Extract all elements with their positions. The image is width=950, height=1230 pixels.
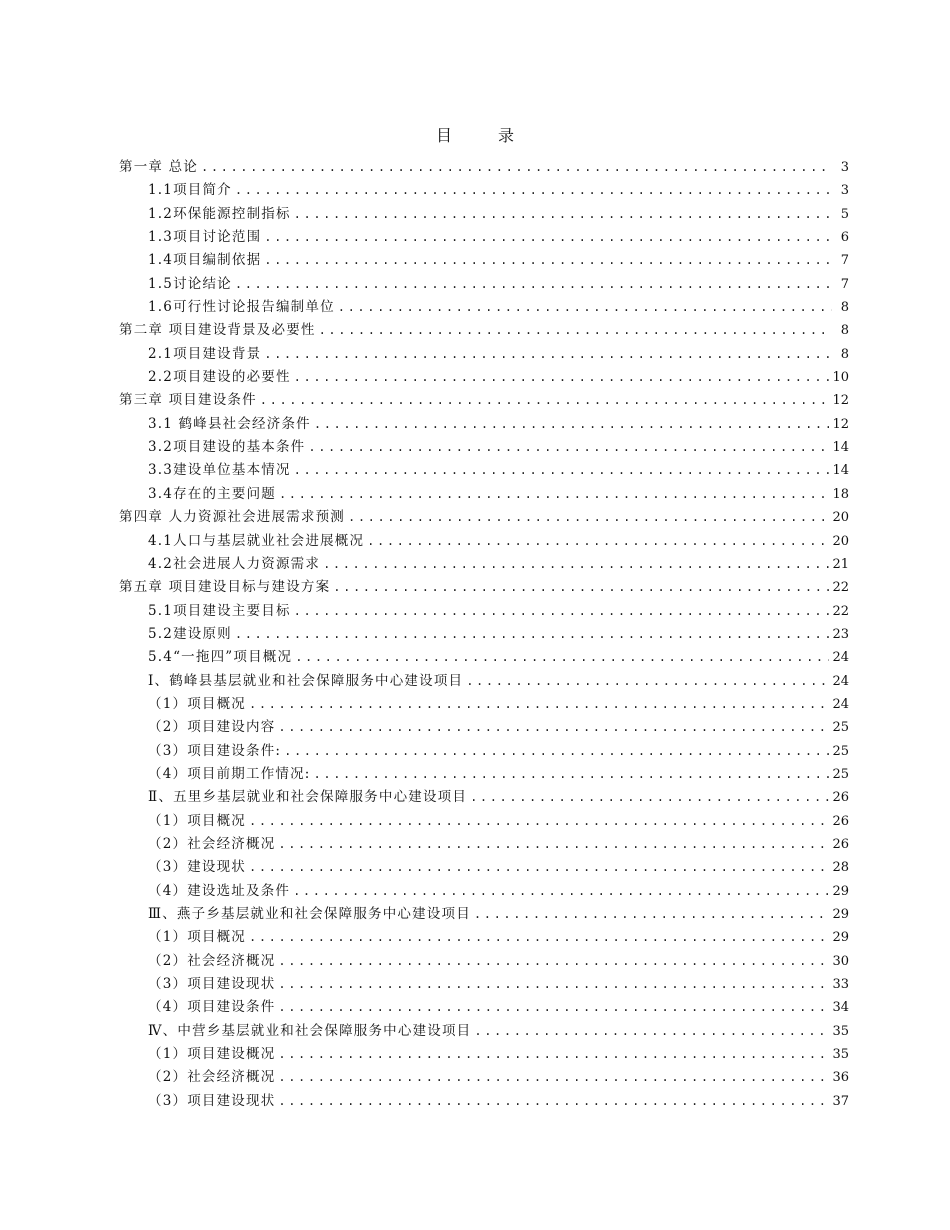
toc-entry-label: 5.1项目建设主要目标 [148,602,291,619]
toc-entry-label: 3.4存在的主要问题 [148,485,276,502]
toc-entry-label: （1）项目概况 [148,812,246,829]
toc-dot-leader [323,553,829,576]
toc-entry-label: （2）社会经济概况 [148,835,276,852]
toc-page-number: 12 [832,416,849,432]
toc-page-number: 29 [832,930,849,946]
toc-entry-label: 1.4项目编制依据 [148,252,262,269]
toc-entry-label: Ⅲ、燕子乡基层就业和社会保障服务中心建设项目 [148,906,471,922]
toc-page-number: 22 [832,580,849,596]
toc-dot-leader [474,1020,829,1043]
toc-page-number: 28 [832,860,849,876]
toc-entry-label: 第五章 项目建设目标与建设方案 [119,579,331,596]
toc-section-entry[interactable] [119,483,849,506]
toc-page-number: 30 [832,953,849,969]
title-char-right: 录 [498,126,515,145]
toc-entry-label: （3）项目建设条件: [148,742,282,759]
toc-page-number: 14 [832,463,849,479]
toc-section-entry[interactable] [119,1090,849,1113]
toc-section-entry[interactable] [119,273,849,296]
toc-section-entry[interactable] [119,296,849,319]
toc-page-number: 25 [832,766,849,782]
toc-dot-leader [235,623,830,646]
toc-section-entry[interactable] [119,1043,849,1066]
toc-dot-leader [278,1043,829,1066]
toc-entry-label: （1）项目概况 [148,695,246,712]
toc-dot-leader [319,319,832,342]
toc-section-entry[interactable] [119,740,849,763]
toc-dot-leader [264,249,832,272]
toc-section-entry[interactable] [119,903,849,926]
toc-section-entry[interactable] [119,459,849,482]
toc-dot-leader [249,856,829,879]
toc-page-number: 26 [832,790,849,806]
toc-entry-label: 3.2项目建设的基本条件 [148,439,306,456]
toc-entry-label: Ⅳ、中营乡基层就业和社会保障服务中心建设项目 [148,1022,472,1039]
toc-entry-label: 1.5讨论结论 [148,275,232,292]
toc-entry-label: 4.2社会进展人力资源需求 [148,555,321,572]
toc-section-entry[interactable] [119,786,849,809]
toc-page-number: 7 [840,276,849,292]
toc-entry-label: 1.1项目简介 [148,182,232,199]
toc-section-entry[interactable] [119,646,849,669]
toc-section-entry[interactable] [119,530,849,553]
toc-entry-label: （4）建设选址及条件 [148,882,291,899]
toc-chapter-entry[interactable] [119,156,849,179]
toc-entry-label: （1）项目概况 [148,929,246,946]
toc-entry-label: （2）社会经济概况 [148,952,276,969]
toc-section-entry[interactable] [119,226,849,249]
toc-dot-leader [333,576,829,599]
toc-entry-label: Ⅱ、五里乡基层就业和社会保障服务中心建设项目 [148,789,468,806]
toc-page-number: 20 [832,533,849,549]
toc-dot-leader [294,600,830,623]
toc-entry-label: （3）项目建设现状 [148,1092,276,1109]
toc-section-entry[interactable] [119,366,849,389]
toc-entry-label: 2.2项目建设的必要性 [148,369,291,386]
toc-section-entry[interactable] [119,833,849,856]
toc-section-entry[interactable] [119,763,849,786]
toc-chapter-entry[interactable] [119,319,849,342]
toc-page-number: 35 [832,1047,849,1063]
toc-page-number: 21 [832,556,849,572]
toc-entry-label: 5.2建设原则 [148,625,232,642]
toc-entry-label: 第三章 项目建设条件 [119,392,257,409]
toc-page-number: 25 [832,743,849,759]
toc-dot-leader [466,670,829,693]
toc-page-number: 20 [832,510,849,526]
toc-section-entry[interactable] [119,1020,849,1043]
title-char-left: 目 [435,126,452,145]
page-title [0,124,950,148]
toc-section-entry[interactable] [119,950,849,973]
toc-page-number: 22 [832,603,849,619]
toc-dot-leader [294,366,830,389]
toc-page-number: 29 [832,883,849,899]
toc-entry-label: 1.2环保能源控制指标 [148,205,291,222]
toc-dot-leader [294,203,832,226]
toc-dot-leader [264,343,832,366]
toc-page-number: 29 [832,907,849,922]
toc-entry-label: 1.6可行性讨论报告编制单位 [148,299,335,316]
toc-dot-leader [284,740,829,763]
toc-section-entry[interactable] [119,810,849,833]
toc-dot-leader [295,646,829,669]
toc-entry-label: （3）项目建设现状 [148,976,276,993]
toc-page-number: 10 [832,370,849,386]
toc-section-entry[interactable] [119,670,849,693]
toc-dot-leader [264,226,832,249]
toc-dot-leader [278,1066,829,1089]
toc-entry-label: （4）项目前期工作情况: [148,765,311,782]
toc-page-number: 24 [832,650,849,666]
toc-section-entry[interactable] [119,693,849,716]
toc-page-number: 25 [832,720,849,736]
toc-section-entry[interactable] [119,973,849,996]
toc-dot-leader [338,296,832,319]
toc-page-number: 18 [832,486,849,502]
toc-entry-label: 5.4“一拖四”项目概况 [148,649,293,666]
toc-entry-label: 1.3项目讨论范围 [148,229,262,246]
toc-chapter-entry[interactable] [119,576,849,599]
toc-section-entry[interactable] [119,413,849,436]
toc-page-number: 36 [832,1070,849,1086]
toc-page-number: 6 [840,230,849,246]
toc-dot-leader [235,179,832,202]
toc-dot-leader [278,950,829,973]
toc-section-entry[interactable] [119,1066,849,1089]
toc-section-entry[interactable] [119,856,849,879]
toc-dot-leader [308,436,829,459]
toc-dot-leader [235,273,832,296]
toc-dot-leader [314,413,830,436]
toc-dot-leader [293,880,829,903]
toc-page-number: 8 [840,346,849,362]
toc-chapter-entry[interactable] [119,506,849,529]
toc-dot-leader [201,156,832,179]
toc-section-entry[interactable] [119,249,849,272]
toc-page-number: 8 [840,323,849,339]
toc-dot-leader [474,903,830,926]
toc-page-number: 26 [832,813,849,829]
toc-entry-label: （2）社会经济概况 [148,1069,276,1086]
toc-chapter-entry[interactable] [119,389,849,412]
toc-section-entry[interactable] [119,623,849,646]
toc-entry-label: 2.1项目建设背景 [148,345,262,362]
toc-entry-label: 4.1人口与基层就业社会进展概况 [148,532,365,549]
toc-dot-leader [470,786,829,809]
toc-dot-leader [278,716,829,739]
toc-dot-leader [348,506,829,529]
toc-section-entry[interactable] [119,926,849,949]
toc-section-entry[interactable] [119,179,849,202]
toc-entry-label: 第二章 项目建设背景及必要性 [119,322,316,339]
toc-entry-label: 3.1 鹤峰县社会经济条件 [148,415,311,432]
toc-dot-leader [279,483,829,506]
toc-page-number: 37 [832,1093,849,1109]
toc-page-number: 23 [832,626,849,642]
toc-page-number: 34 [832,1000,849,1016]
toc-dot-leader [278,973,829,996]
toc-page-number: 7 [840,253,849,269]
toc-entry-label: Ⅰ、鹤峰县基层就业和社会保障服务中心建设项目 [148,672,464,689]
toc-page-number: 3 [840,183,849,199]
toc-dot-leader [249,810,829,833]
toc-dot-leader [249,926,829,949]
toc-dot-leader [278,1090,829,1113]
toc-dot-leader [260,389,830,412]
toc-entry-label: （2）项目建设内容 [148,719,276,736]
toc-section-entry[interactable] [119,996,849,1019]
toc-section-entry[interactable] [119,716,849,739]
toc-page-number: 12 [832,393,849,409]
toc-section-entry[interactable] [119,600,849,623]
toc-section-entry[interactable] [119,343,849,366]
toc-section-entry[interactable] [119,553,849,576]
toc-page-number: 3 [840,160,849,175]
toc-page-number: 24 [832,696,849,712]
toc-entry-label: （4）项目建设条件 [148,999,276,1016]
toc-entry-label: （1）项目建设概况 [148,1046,276,1063]
toc-dot-leader [278,996,829,1019]
toc-page-number: 26 [832,836,849,852]
toc-page-number: 35 [832,1023,849,1039]
toc-section-entry[interactable] [119,436,849,459]
toc-page-number: 5 [840,206,849,222]
toc-dot-leader [294,459,830,482]
toc-entry-label: 第四章 人力资源社会进展需求预测 [119,509,345,526]
table-of-contents [119,156,849,1113]
toc-dot-leader [249,693,829,716]
toc-dot-leader [367,530,829,553]
toc-page-number: 24 [832,673,849,689]
toc-page-number: 8 [840,300,849,316]
toc-entry-label: 第一章 总论 [119,159,198,175]
toc-section-entry[interactable] [119,203,849,226]
toc-page-number: 33 [832,977,849,993]
toc-dot-leader [314,763,830,786]
toc-entry-label: （3）建设现状 [148,859,246,876]
toc-section-entry[interactable] [119,880,849,903]
toc-dot-leader [278,833,829,856]
toc-page-number: 14 [832,440,849,456]
toc-entry-label: 3.3建设单位基本情况 [148,462,291,479]
